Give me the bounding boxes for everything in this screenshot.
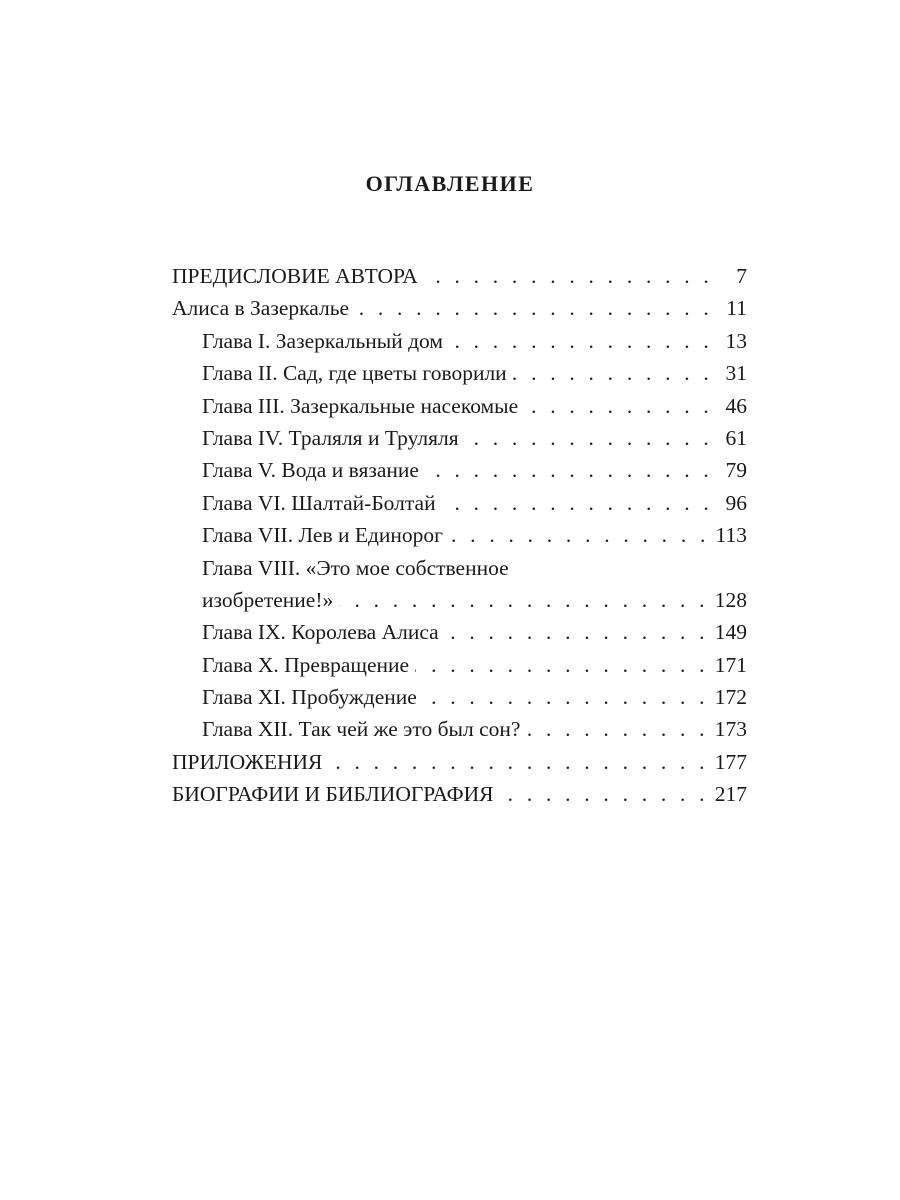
toc-entry-label: Глава I. Зазеркальный дом bbox=[202, 328, 443, 353]
toc-entry-chapter-10[interactable] bbox=[172, 649, 747, 681]
toc-entry-label: Глава II. Сад, где цветы говорили bbox=[202, 361, 507, 386]
dot-leader bbox=[449, 325, 713, 357]
toc-entry-label: Глава VII. Лев и Единорог bbox=[202, 523, 444, 548]
toc-entry-label: Глава X. Превращение bbox=[202, 652, 410, 677]
toc-entry-chapter-9[interactable] bbox=[172, 616, 747, 648]
dot-leader bbox=[423, 681, 709, 713]
toc-entry-label: ПРИЛОЖЕНИЯ bbox=[172, 749, 323, 774]
toc-page-number: 96 bbox=[725, 490, 747, 515]
toc-entry-chapter-8-line-1[interactable] bbox=[172, 552, 747, 584]
dot-leader bbox=[465, 422, 713, 454]
toc-entry-label: Глава V. Вода и вязание bbox=[202, 458, 419, 483]
toc-entry-label: ПРЕДИСЛОВИЕ АВТОРА bbox=[172, 263, 418, 288]
page-title: оглавление bbox=[365, 163, 535, 198]
dot-leader bbox=[445, 616, 709, 648]
dot-leader bbox=[442, 487, 713, 519]
dot-leader bbox=[500, 778, 709, 810]
toc-entry-chapter-8-line-2[interactable] bbox=[172, 584, 747, 616]
dot-leader bbox=[526, 713, 708, 745]
toc-entry-preface[interactable] bbox=[172, 260, 747, 292]
toc-entry-alice[interactable] bbox=[172, 292, 747, 324]
toc-page-number: 128 bbox=[714, 587, 747, 612]
toc-page-number: 13 bbox=[725, 328, 747, 353]
toc-page-number: 217 bbox=[714, 782, 747, 807]
toc-entry-chapter-6[interactable] bbox=[172, 487, 747, 519]
dot-leader bbox=[328, 746, 708, 778]
toc-entry-label: Глава VIII. «Это мое собственное bbox=[202, 555, 509, 580]
toc-entry-chapter-4[interactable] bbox=[172, 422, 747, 454]
toc-entry-label: Глава XI. Пробуждение bbox=[202, 685, 417, 710]
dot-leader bbox=[415, 649, 709, 681]
toc-page-number: 46 bbox=[725, 393, 747, 418]
toc-page-number: 61 bbox=[725, 425, 747, 450]
toc-page-number: 171 bbox=[714, 652, 747, 677]
dot-leader bbox=[355, 292, 713, 324]
toc-entry-chapter-7[interactable] bbox=[172, 519, 747, 551]
toc-page-number: 149 bbox=[714, 620, 747, 645]
toc-entry-chapter-1[interactable] bbox=[172, 325, 747, 357]
toc-entry-chapter-2[interactable] bbox=[172, 357, 747, 389]
toc-entry-label: изобретение!» bbox=[202, 587, 334, 612]
toc-page-number: 7 bbox=[736, 263, 747, 288]
dot-leader bbox=[424, 260, 713, 292]
dot-leader bbox=[449, 519, 710, 551]
toc-page-number: 177 bbox=[714, 749, 747, 774]
toc-entry-label: Глава IX. Королева Алиса bbox=[202, 620, 439, 645]
dot-leader bbox=[339, 584, 708, 616]
toc-page-number: 113 bbox=[715, 523, 747, 548]
toc-entry-chapter-11[interactable] bbox=[172, 681, 747, 713]
toc-entry-chapter-5[interactable] bbox=[172, 454, 747, 486]
toc-page-number: 31 bbox=[725, 361, 747, 386]
dot-leader bbox=[425, 454, 713, 486]
toc-page-number: 173 bbox=[714, 717, 747, 742]
toc-entry-chapter-3[interactable] bbox=[172, 390, 747, 422]
dot-leader bbox=[513, 357, 713, 389]
toc-entry-biographies[interactable] bbox=[172, 778, 747, 810]
dot-leader bbox=[524, 390, 713, 422]
toc-entry-label: Глава VI. Шалтай-Болтай bbox=[202, 490, 436, 515]
toc-entry-label: Глава III. Зазеркальные насекомые bbox=[202, 393, 519, 418]
toc-entry-label: Алиса в Зазеркалье bbox=[172, 296, 350, 321]
toc-page-number: 11 bbox=[726, 296, 747, 321]
toc-page-number: 172 bbox=[714, 685, 747, 710]
toc-page-number: 79 bbox=[725, 458, 747, 483]
toc-entry-appendices[interactable] bbox=[172, 746, 747, 778]
toc-entry-chapter-12[interactable] bbox=[172, 713, 747, 745]
toc-entry-label: Глава XII. Так чей же это был сон? bbox=[202, 717, 521, 742]
toc-entry-label: Глава IV. Траляля и Труляля bbox=[202, 425, 459, 450]
toc-entry-label: БИОГРАФИИ И БИБЛИОГРАФИЯ bbox=[172, 782, 494, 807]
table-of-contents bbox=[172, 260, 747, 811]
